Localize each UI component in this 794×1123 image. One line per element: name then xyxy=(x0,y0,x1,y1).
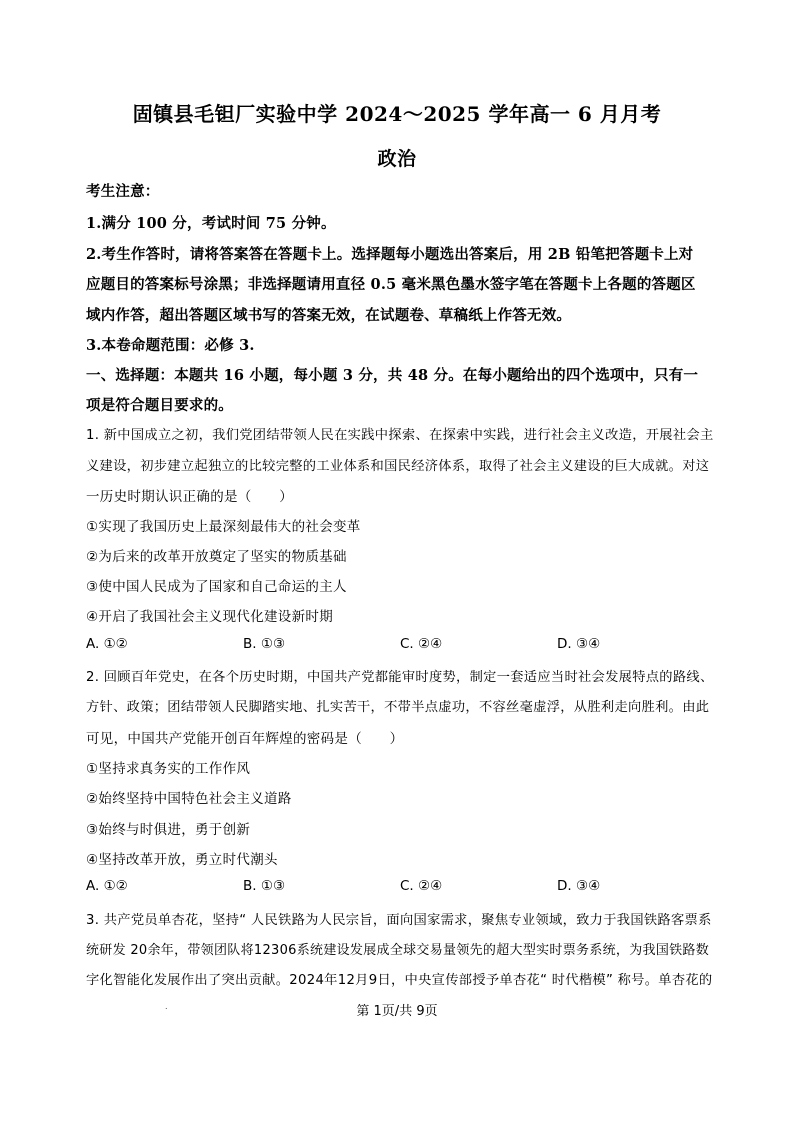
question-2-option-a: A. ①② xyxy=(86,878,128,894)
footer-mark: . xyxy=(165,1002,168,1011)
exam-subject: 政治 xyxy=(377,148,417,170)
notice-line: 3.本卷命题范围：必修 3. xyxy=(86,337,255,354)
question-1-stem: 一历史时期认识正确的是（ ） xyxy=(86,489,293,505)
notice-line: 域内作答，超出答题区域书写的答案无效，在试题卷、草稿纸上作答无效。 xyxy=(86,307,572,324)
notice-line: 1.满分 100 分，考试时间 75 分钟。 xyxy=(86,215,336,232)
question-3-stem: 字化智能化发展作出了突出贡献。2024年12月9日，中央宣传部授予单杏花“ 时代楷模” 称号。单杏花的 xyxy=(86,973,713,988)
notice-line: 应题目的答案标号涂黑；非选择题请用直径 0.5 毫米黑色墨水签字笔在答题卡上各题的答题区 xyxy=(86,276,696,293)
question-1-statement: ③使中国人民成为了国家和自己命运的主人 xyxy=(86,579,347,595)
question-1-statement: ④开启了我国社会主义现代化建设新时期 xyxy=(86,609,334,625)
section-heading: 一、选择题：本题共 16 小题，每小题 3 分，共 48 分。在每小题给出的四个选项中，只有一 xyxy=(86,367,699,384)
notice-line: 2.考生作答时，请将答案答在答题卡上。选择题每小题选出答案后，用 2B 铅笔把答题卡上对 xyxy=(86,246,694,263)
exam-title: 固镇县毛钽厂实验中学 2024～2025 学年高一 6 月月考 xyxy=(132,102,662,126)
question-1-option-a: A. ①② xyxy=(86,636,128,652)
question-2-statement: ②始终坚持中国特色社会主义道路 xyxy=(86,791,292,807)
question-2-stem: 2. 回顾百年党史，在各个历史时期，中国共产党都能审时度势，制定一套适应当时社会发展特点的路线、 xyxy=(86,670,714,685)
question-1-stem: 1. 新中国成立之初，我们党团结带领人民在实践中探索、在探索中实践，进行社会主义改造，开展社会主 xyxy=(86,428,714,443)
question-1-statement: ②为后来的改革开放奠定了坚实的物质基础 xyxy=(86,549,347,565)
question-3-stem: 3. 共产党员单杏花，坚持“ 人民铁路为人民宗旨，面向国家需求，聚焦专业领域，致力于我国铁路客票系 xyxy=(86,913,712,928)
question-2-option-d: D. ③④ xyxy=(557,878,601,894)
question-2-option-b: B. ①③ xyxy=(243,878,286,894)
question-3-stem: 统研发 20余年，带领团队将12306系统建设发展成全球交易量领先的超大型实时票务系统，为我国铁路数 xyxy=(86,943,710,958)
question-1-option-c: C. ②④ xyxy=(400,636,443,652)
question-1-option-d: D. ③④ xyxy=(557,636,601,652)
page-number: 第 1页/共 9页 xyxy=(356,1004,438,1019)
question-2-stem: 可见，中国共产党能开创百年辉煌的密码是（ ） xyxy=(86,731,404,747)
question-1-stem: 义建设，初步建立起独立的比较完整的工业体系和国民经济体系，取得了社会主义建设的巨大成就。对这 xyxy=(86,459,710,474)
question-2-statement: ③始终与时俱进，勇于创新 xyxy=(86,822,251,838)
question-2-statement: ④坚持改革开放，勇立时代潮头 xyxy=(86,852,278,868)
question-2-option-c: C. ②④ xyxy=(400,878,443,894)
question-2-statement: ①坚持求真务实的工作作风 xyxy=(86,761,251,777)
question-1-option-b: B. ①③ xyxy=(243,636,286,652)
question-2-stem: 方针、政策；团结带领人民脚踏实地、扎实苦干，不带半点虚功，不容丝毫虚浮，从胜利走向胜利。由此 xyxy=(86,700,710,715)
section-heading: 项是符合题目要求的。 xyxy=(86,397,233,414)
question-1-statement: ①实现了我国历史上最深刻最伟大的社会变革 xyxy=(86,519,361,535)
notice-heading: 考生注意： xyxy=(86,183,160,200)
